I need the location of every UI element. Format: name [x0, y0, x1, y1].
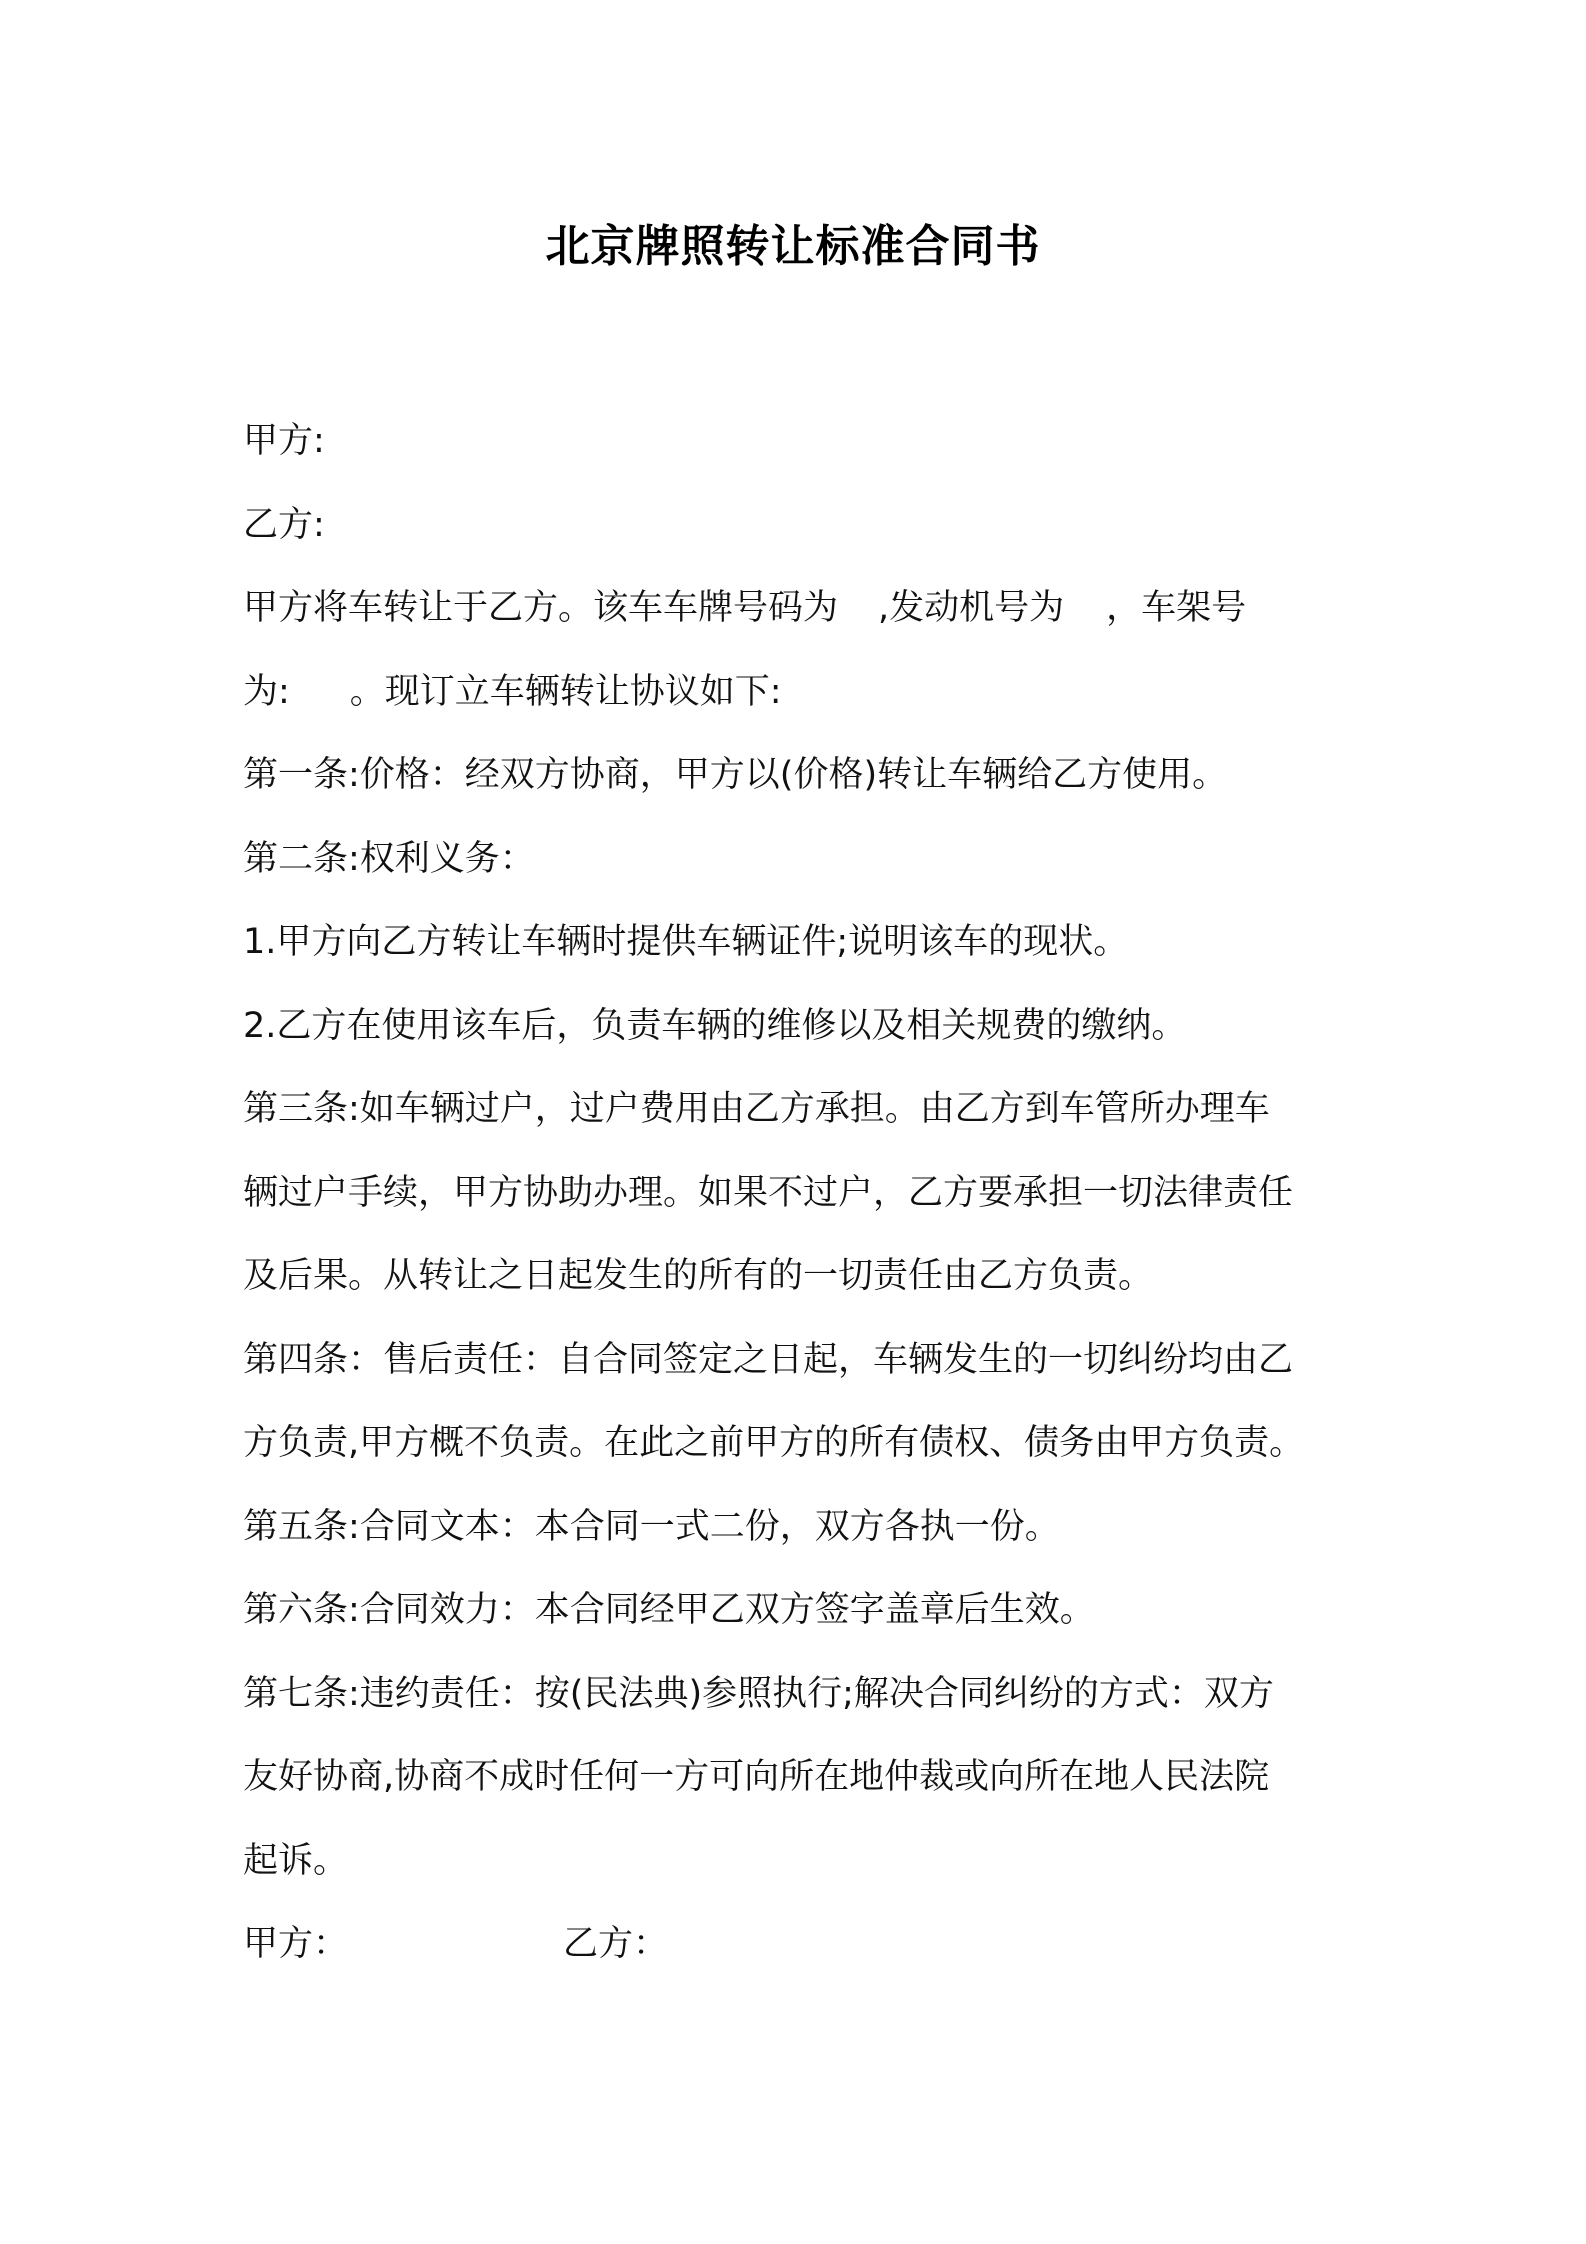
- article-5: 第五条:合同文本：本合同一式二份，双方各执一份。: [243, 1506, 1060, 1547]
- intro-text-plate: 甲方将车转让于乙方。该车车牌号码为: [243, 588, 839, 628]
- party-b-label: 乙方:: [243, 504, 325, 545]
- contract-body: [243, 400, 1358, 1987]
- article-2-item-2: 2.乙方在使用该车后，负责车辆的维修以及相关规费的缴纳。: [243, 1005, 1187, 1046]
- intro-line-1: [243, 567, 1358, 651]
- intro-text-engine: ,发动机号为: [878, 588, 1065, 628]
- intro-line-2: [243, 651, 1358, 735]
- article-4-line-1: 第四条：售后责任：自合同签定之日起，车辆发生的一切纠纷均由乙: [243, 1339, 1294, 1380]
- intro-text-agreement: 。现订立车辆转让协议如下:: [349, 671, 782, 712]
- article-7-line-1: 第七条:违约责任：按(民法典)参照执行;解决合同纠纷的方式：双方: [243, 1673, 1274, 1714]
- article-1: 第一条:价格：经双方协商，甲方以(价格)转让车辆给乙方使用。: [243, 755, 1228, 795]
- article-6: 第六条:合同效力：本合同经甲乙双方签字盖章后生效。: [243, 1590, 1095, 1630]
- party-b-line: [243, 484, 1358, 568]
- article-3-line-2: 辆过户手续，甲方协助办理。如果不过户，乙方要承担一切法律责任: [243, 1172, 1294, 1213]
- article-3-line-3: 及后果。从转让之日起发生的所有的一切责任由乙方负责。: [243, 1256, 1154, 1296]
- intro-text-vin: ，车架号: [1106, 588, 1247, 628]
- article-7-line-3: 起诉。: [243, 1840, 349, 1881]
- article-7-line-2: 友好协商,协商不成时任何一方可向所在地仲裁或向所在地人民法院: [243, 1757, 1270, 1797]
- article-2-item-1: 1.甲方向乙方转让车辆时提供车辆证件;说明该车的现状。: [243, 922, 1129, 962]
- article-2: 第二条:权利义务：: [243, 838, 535, 879]
- page-title: 北京牌照转让标准合同书: [545, 221, 1041, 272]
- signature-line: [243, 1903, 1358, 1987]
- signature-party-a: 甲方：: [243, 1924, 349, 1964]
- article-4-line-2: 方负责,甲方概不负责。在此之前甲方的所有债权、债务由甲方负责。: [243, 1423, 1305, 1463]
- signature-party-b: 乙方：: [563, 1924, 669, 1964]
- intro-text-vin-label: 为:: [243, 671, 290, 712]
- party-a-label: 甲方:: [243, 421, 325, 461]
- article-3-line-1: 第三条:如车辆过户，过户费用由乙方承担。由乙方到车管所办理车: [243, 1089, 1270, 1129]
- party-a-line: [243, 400, 1358, 484]
